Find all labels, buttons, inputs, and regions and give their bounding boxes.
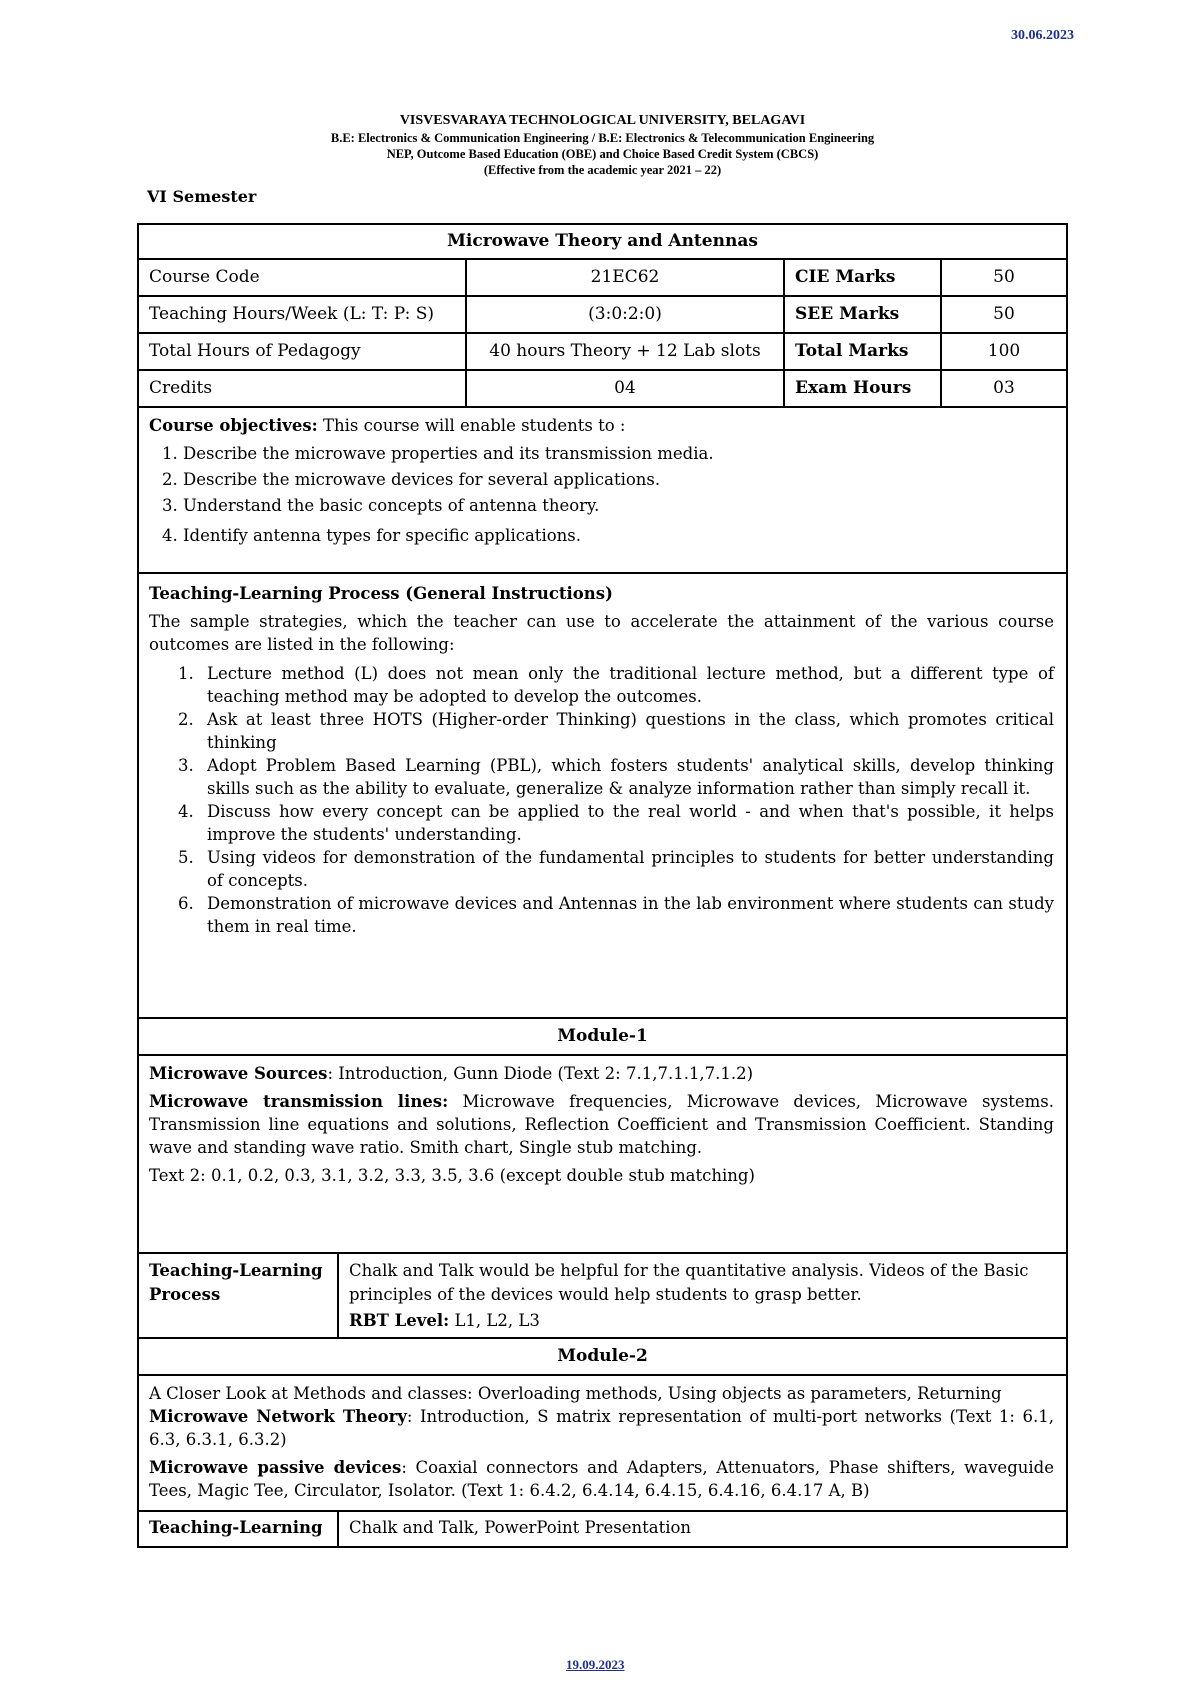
module-1-sources-heading: Microwave Sources	[149, 1064, 328, 1083]
module-2-passive-heading: Microwave passive devices	[149, 1458, 402, 1477]
module-1-teaching-learning	[137, 1254, 1068, 1339]
module-1-heading: Module-1	[137, 1019, 1068, 1056]
semester-label: VI Semester	[147, 187, 257, 206]
rbt-level-value: L1, L2, L3	[449, 1311, 540, 1330]
row-label: Total Hours of Pedagogy	[139, 334, 467, 369]
row-label: Credits	[139, 371, 467, 406]
scheme-line: NEP, Outcome Based Education (OBE) and Choice Based Credit System (CBCS)	[386, 147, 819, 161]
row-number: 50	[993, 304, 1015, 324]
objectives-heading: Course objectives:	[149, 416, 318, 435]
list-item: 2. Ask at least three HOTS (Higher-order Thinking) questions in the class, which promotes critical thinking	[199, 708, 1054, 754]
module-2-network-text: : Introduction, S matrix representation of multi-port networks (Text 1: 6.1, 6.3, 6.3.1, 6.3.2)	[149, 1407, 1054, 1449]
row-key: Total Marks	[785, 334, 942, 369]
table-row	[139, 334, 1066, 371]
top-date-stamp: 30.06.2023	[1011, 28, 1074, 43]
list-item: 2. Describe the microwave devices for several applications.	[183, 467, 1066, 493]
teaching-learning-label: Teaching-Learning	[139, 1512, 339, 1546]
module-2-overlap-line: A Closer Look at Methods and classes: Overloading methods, Using objects as parameters, Returning	[149, 1384, 1002, 1403]
teaching-learning-text: Chalk and Talk would be helpful for the quantitative analysis. Videos of the Basic principles of the devices would help students to grasp better.	[349, 1261, 1029, 1304]
university-name: VISVESVARAYA TECHNOLOGICAL UNIVERSITY, BELAGAVI	[399, 113, 806, 128]
row-number: 100	[987, 341, 1021, 361]
list-item: 5. Using videos for demonstration of the fundamental principles to students for better understanding of concepts.	[199, 846, 1054, 892]
rbt-level-label: RBT Level:	[349, 1311, 450, 1330]
document-header	[137, 112, 1068, 178]
module-2-heading: Module-2	[137, 1339, 1068, 1376]
tlp-intro: The sample strategies, which the teacher can use to accelerate the attainment of the various course outcomes are listed in the following:	[149, 612, 1054, 654]
module-2-teaching-learning	[137, 1512, 1068, 1548]
module-1-content	[137, 1056, 1068, 1254]
module-2-passive-text: : Coaxial connectors and Adapters, Attenuators, Phase shifters, waveguide Tees, Magic Tee, Circulator, Isolator. (Text 1: 6.4.2, 6.4.14, 6.4.15, 6.4.16, 6.4.17 A, B)	[149, 1458, 1054, 1500]
row-key: CIE Marks	[785, 260, 942, 295]
course-title: Microwave Theory and Antennas	[137, 223, 1068, 260]
list-item: 6. Demonstration of microwave devices and Antennas in the lab environment where students can study them in real time.	[199, 892, 1054, 938]
module-2-content	[137, 1376, 1068, 1512]
list-item: 1. Describe the microwave properties and its transmission media.	[183, 441, 1066, 467]
row-value: 04	[467, 371, 785, 406]
module-1-tlines-text: Microwave frequencies, Microwave devices, Microwave systems. Transmission line equations and solutions, Reflection Coefficient and Transmission Coefficient. Standing wave and standing wave ratio. Smith chart, Single stub matching.	[149, 1092, 1054, 1157]
row-label: Course Code	[139, 260, 467, 295]
teaching-learning-value: Chalk and Talk, PowerPoint Presentation	[349, 1518, 692, 1537]
programme-line: B.E: Electronics & Communication Engineering / B.E: Electronics & Telecommunication Engineering	[330, 131, 875, 145]
course-objectives-section	[137, 407, 1068, 574]
list-item: 1. Lecture method (L) does not mean only the traditional lecture method, but a different type of teaching method may be adopted to develop the outcomes.	[199, 662, 1054, 708]
course-info-table	[137, 260, 1068, 407]
tlp-heading: Teaching-Learning Process (General Instructions)	[149, 584, 613, 603]
module-1-sources-text: : Introduction, Gunn Diode (Text 2: 7.1,7.1.1,7.1.2)	[327, 1064, 754, 1083]
objectives-intro: This course will enable students to :	[317, 416, 626, 435]
effective-line: (Effective from the academic year 2021 – 22)	[483, 163, 722, 177]
row-number: 03	[993, 378, 1015, 398]
list-item: 4. Discuss how every concept can be applied to the real world - and when that's possible, it helps improve the students' understanding.	[199, 800, 1054, 846]
row-value: 40 hours Theory + 12 Lab slots	[467, 334, 785, 369]
row-key: SEE Marks	[785, 297, 942, 332]
list-item: 3. Adopt Problem Based Learning (PBL), which fosters students' analytical skills, develop thinking skills such as the ability to evaluate, generalize & analyze information rather than simply recall it.	[199, 754, 1054, 800]
list-item: 3. Understand the basic concepts of antenna theory.	[183, 493, 1066, 519]
row-label: Teaching Hours/Week (L: T: P: S)	[139, 297, 467, 332]
bottom-date-stamp: 19.09.2023	[566, 1657, 625, 1672]
module-1-tlines-heading: Microwave transmission lines:	[149, 1092, 449, 1111]
list-item: 4. Identify antenna types for specific applications.	[183, 523, 1066, 549]
table-row	[139, 297, 1066, 334]
module-2-network-heading: Microwave Network Theory	[149, 1407, 407, 1426]
row-value: (3:0:2:0)	[467, 297, 785, 332]
table-row	[139, 260, 1066, 297]
row-key: Exam Hours	[785, 371, 942, 406]
teaching-learning-value	[339, 1254, 1066, 1338]
teaching-learning-process-section	[137, 574, 1068, 1019]
row-number: 50	[993, 267, 1015, 287]
row-value: 21EC62	[467, 260, 785, 295]
table-row	[139, 371, 1066, 408]
teaching-learning-label: Teaching-Learning Process	[139, 1254, 339, 1337]
module-1-text-refs: Text 2: 0.1, 0.2, 0.3, 3.1, 3.2, 3.3, 3.5, 3.6 (except double stub matching)	[149, 1166, 755, 1185]
